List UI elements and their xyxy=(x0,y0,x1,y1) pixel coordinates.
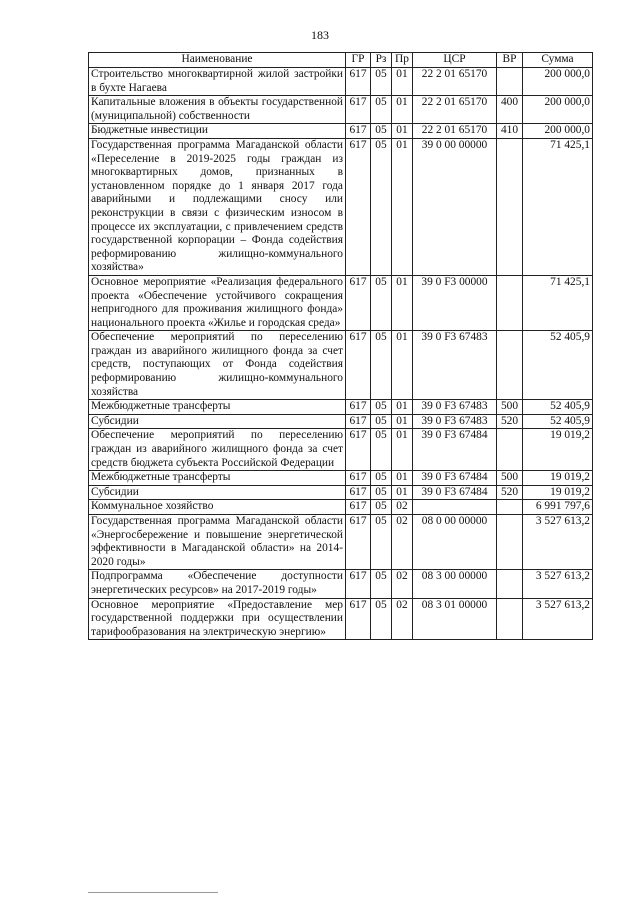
row-vr xyxy=(497,331,523,400)
row-gr: 617 xyxy=(346,471,371,486)
row-rz: 05 xyxy=(371,414,392,429)
table-row xyxy=(89,429,593,471)
row-pr: 02 xyxy=(392,500,413,515)
row-vr xyxy=(497,138,523,275)
row-csr xyxy=(413,500,497,515)
row-name: Основное мероприятие «Реализация федерального проекта «Обеспечение устойчивого сокращения непригодного для проживания жилищного фонда» национального проекта «Жилье и городская среда» xyxy=(89,275,346,330)
row-gr: 617 xyxy=(346,414,371,429)
row-sum: 6 991 797,6 xyxy=(523,500,593,515)
row-csr: 39 0 F3 67483 xyxy=(413,414,497,429)
row-vr xyxy=(497,515,523,570)
row-rz: 05 xyxy=(371,485,392,500)
row-rz: 05 xyxy=(371,515,392,570)
table-row xyxy=(89,471,593,486)
row-name: Государственная программа Магаданской области «Энергосбережение и повышение энергетической эффективности в Магаданской области» на 2014-2020 годы» xyxy=(89,515,346,570)
page-number: 183 xyxy=(311,28,329,42)
row-csr: 22 2 01 65170 xyxy=(413,124,497,139)
row-csr: 39 0 F3 67483 xyxy=(413,331,497,400)
row-rz: 05 xyxy=(371,570,392,598)
row-rz: 05 xyxy=(371,275,392,330)
row-gr: 617 xyxy=(346,485,371,500)
row-pr: 01 xyxy=(392,471,413,486)
table-row xyxy=(89,331,593,400)
header-csr: ЦСР xyxy=(413,53,497,68)
row-pr: 01 xyxy=(392,485,413,500)
row-name: Подпрограмма «Обеспечение доступности энергетических ресурсов» на 2017-2019 годы» xyxy=(89,570,346,598)
row-rz: 05 xyxy=(371,331,392,400)
table-row xyxy=(89,570,593,598)
row-name: Коммунальное хозяйство xyxy=(89,500,346,515)
row-sum: 200 000,0 xyxy=(523,124,593,139)
row-rz: 05 xyxy=(371,68,392,96)
row-csr: 08 3 00 00000 xyxy=(413,570,497,598)
row-gr: 617 xyxy=(346,500,371,515)
row-name: Капитальные вложения в объекты государственной (муниципальной) собственности xyxy=(89,96,346,124)
row-gr: 617 xyxy=(346,138,371,275)
row-vr xyxy=(497,275,523,330)
row-pr: 01 xyxy=(392,331,413,400)
header-rz: Рз xyxy=(371,53,392,68)
row-sum: 71 425,1 xyxy=(523,275,593,330)
row-name: Обеспечение мероприятий по переселению граждан из аварийного жилищного фонда за счет средств, поступающих от Фонда содействия реформированию жилищно-коммунального хозяйства xyxy=(89,331,346,400)
header-vr: ВР xyxy=(497,53,523,68)
row-name: Обеспечение мероприятий по переселению граждан из аварийного жилищного фонда за счет средств бюджета субъекта Российской Федерации xyxy=(89,429,346,471)
row-sum: 52 405,9 xyxy=(523,331,593,400)
row-gr: 617 xyxy=(346,68,371,96)
row-name: Государственная программа Магаданской области «Переселение в 2019-2025 годы граждан из многоквартирных домов, признанных в установленном порядке до 1 января 2017 года аварийными и подлежащими сносу или реконструкции в связи с физическим износом в процессе их эксплуатации, с привлечением средств государственной корпорации – Фонда содействия реформированию жилищно-коммунального хозяйства» xyxy=(89,138,346,275)
header-gr: ГР xyxy=(346,53,371,68)
row-gr: 617 xyxy=(346,124,371,139)
row-sum: 200 000,0 xyxy=(523,96,593,124)
row-vr: 400 xyxy=(497,96,523,124)
row-pr: 02 xyxy=(392,570,413,598)
row-gr: 617 xyxy=(346,598,371,640)
table-row xyxy=(89,500,593,515)
row-name: Межбюджетные трансферты xyxy=(89,471,346,486)
row-sum: 3 527 613,2 xyxy=(523,515,593,570)
row-gr: 617 xyxy=(346,400,371,415)
budget-table xyxy=(88,52,593,640)
row-rz: 05 xyxy=(371,124,392,139)
row-sum: 200 000,0 xyxy=(523,68,593,96)
row-sum: 19 019,2 xyxy=(523,429,593,471)
row-sum: 3 527 613,2 xyxy=(523,598,593,640)
row-gr: 617 xyxy=(346,515,371,570)
row-csr: 22 2 01 65170 xyxy=(413,96,497,124)
row-pr: 02 xyxy=(392,598,413,640)
row-pr: 01 xyxy=(392,96,413,124)
table-row xyxy=(89,598,593,640)
table-row xyxy=(89,275,593,330)
row-csr: 39 0 F3 67484 xyxy=(413,485,497,500)
row-pr: 01 xyxy=(392,400,413,415)
row-rz: 05 xyxy=(371,429,392,471)
header-pr: Пр xyxy=(392,53,413,68)
row-pr: 01 xyxy=(392,275,413,330)
row-csr: 39 0 00 00000 xyxy=(413,138,497,275)
row-gr: 617 xyxy=(346,331,371,400)
row-csr: 39 0 F3 67484 xyxy=(413,429,497,471)
row-name: Субсидии xyxy=(89,414,346,429)
row-vr xyxy=(497,598,523,640)
row-csr: 39 0 F3 00000 xyxy=(413,275,497,330)
row-vr xyxy=(497,570,523,598)
row-csr: 39 0 F3 67484 xyxy=(413,471,497,486)
row-pr: 02 xyxy=(392,515,413,570)
row-vr: 500 xyxy=(497,471,523,486)
row-pr: 01 xyxy=(392,138,413,275)
row-sum: 52 405,9 xyxy=(523,414,593,429)
row-rz: 05 xyxy=(371,96,392,124)
row-rz: 05 xyxy=(371,138,392,275)
row-vr: 520 xyxy=(497,414,523,429)
row-gr: 617 xyxy=(346,429,371,471)
row-vr xyxy=(497,429,523,471)
row-csr: 39 0 F3 67483 xyxy=(413,400,497,415)
row-rz: 05 xyxy=(371,400,392,415)
row-rz: 05 xyxy=(371,500,392,515)
footer-rule xyxy=(88,892,218,893)
row-rz: 05 xyxy=(371,471,392,486)
row-sum: 71 425,1 xyxy=(523,138,593,275)
header-sum: Сумма xyxy=(523,53,593,68)
row-name: Субсидии xyxy=(89,485,346,500)
row-sum: 19 019,2 xyxy=(523,471,593,486)
row-vr xyxy=(497,68,523,96)
row-name: Межбюджетные трансферты xyxy=(89,400,346,415)
table-row xyxy=(89,400,593,415)
row-sum: 3 527 613,2 xyxy=(523,570,593,598)
table-row xyxy=(89,68,593,96)
row-pr: 01 xyxy=(392,414,413,429)
row-rz: 05 xyxy=(371,598,392,640)
row-gr: 617 xyxy=(346,570,371,598)
table-header-row xyxy=(89,53,593,68)
row-name: Строительство многоквартирной жилой застройки в бухте Нагаева xyxy=(89,68,346,96)
header-name: Наименование xyxy=(89,53,346,68)
row-sum: 52 405,9 xyxy=(523,400,593,415)
table-row xyxy=(89,124,593,139)
row-gr: 617 xyxy=(346,275,371,330)
row-pr: 01 xyxy=(392,429,413,471)
row-vr: 520 xyxy=(497,485,523,500)
table-row xyxy=(89,485,593,500)
row-name: Бюджетные инвестиции xyxy=(89,124,346,139)
row-sum: 19 019,2 xyxy=(523,485,593,500)
row-gr: 617 xyxy=(346,96,371,124)
table-row xyxy=(89,515,593,570)
row-pr: 01 xyxy=(392,68,413,96)
row-csr: 22 2 01 65170 xyxy=(413,68,497,96)
table-row xyxy=(89,96,593,124)
row-vr: 500 xyxy=(497,400,523,415)
row-vr xyxy=(497,500,523,515)
table-body xyxy=(89,68,593,640)
table-row xyxy=(89,138,593,275)
row-csr: 08 3 01 00000 xyxy=(413,598,497,640)
row-pr: 01 xyxy=(392,124,413,139)
row-vr: 410 xyxy=(497,124,523,139)
row-name: Основное мероприятие «Предоставление мер государственной поддержки при осуществлении тарифообразования на электрическую энергию» xyxy=(89,598,346,640)
table-row xyxy=(89,414,593,429)
row-csr: 08 0 00 00000 xyxy=(413,515,497,570)
